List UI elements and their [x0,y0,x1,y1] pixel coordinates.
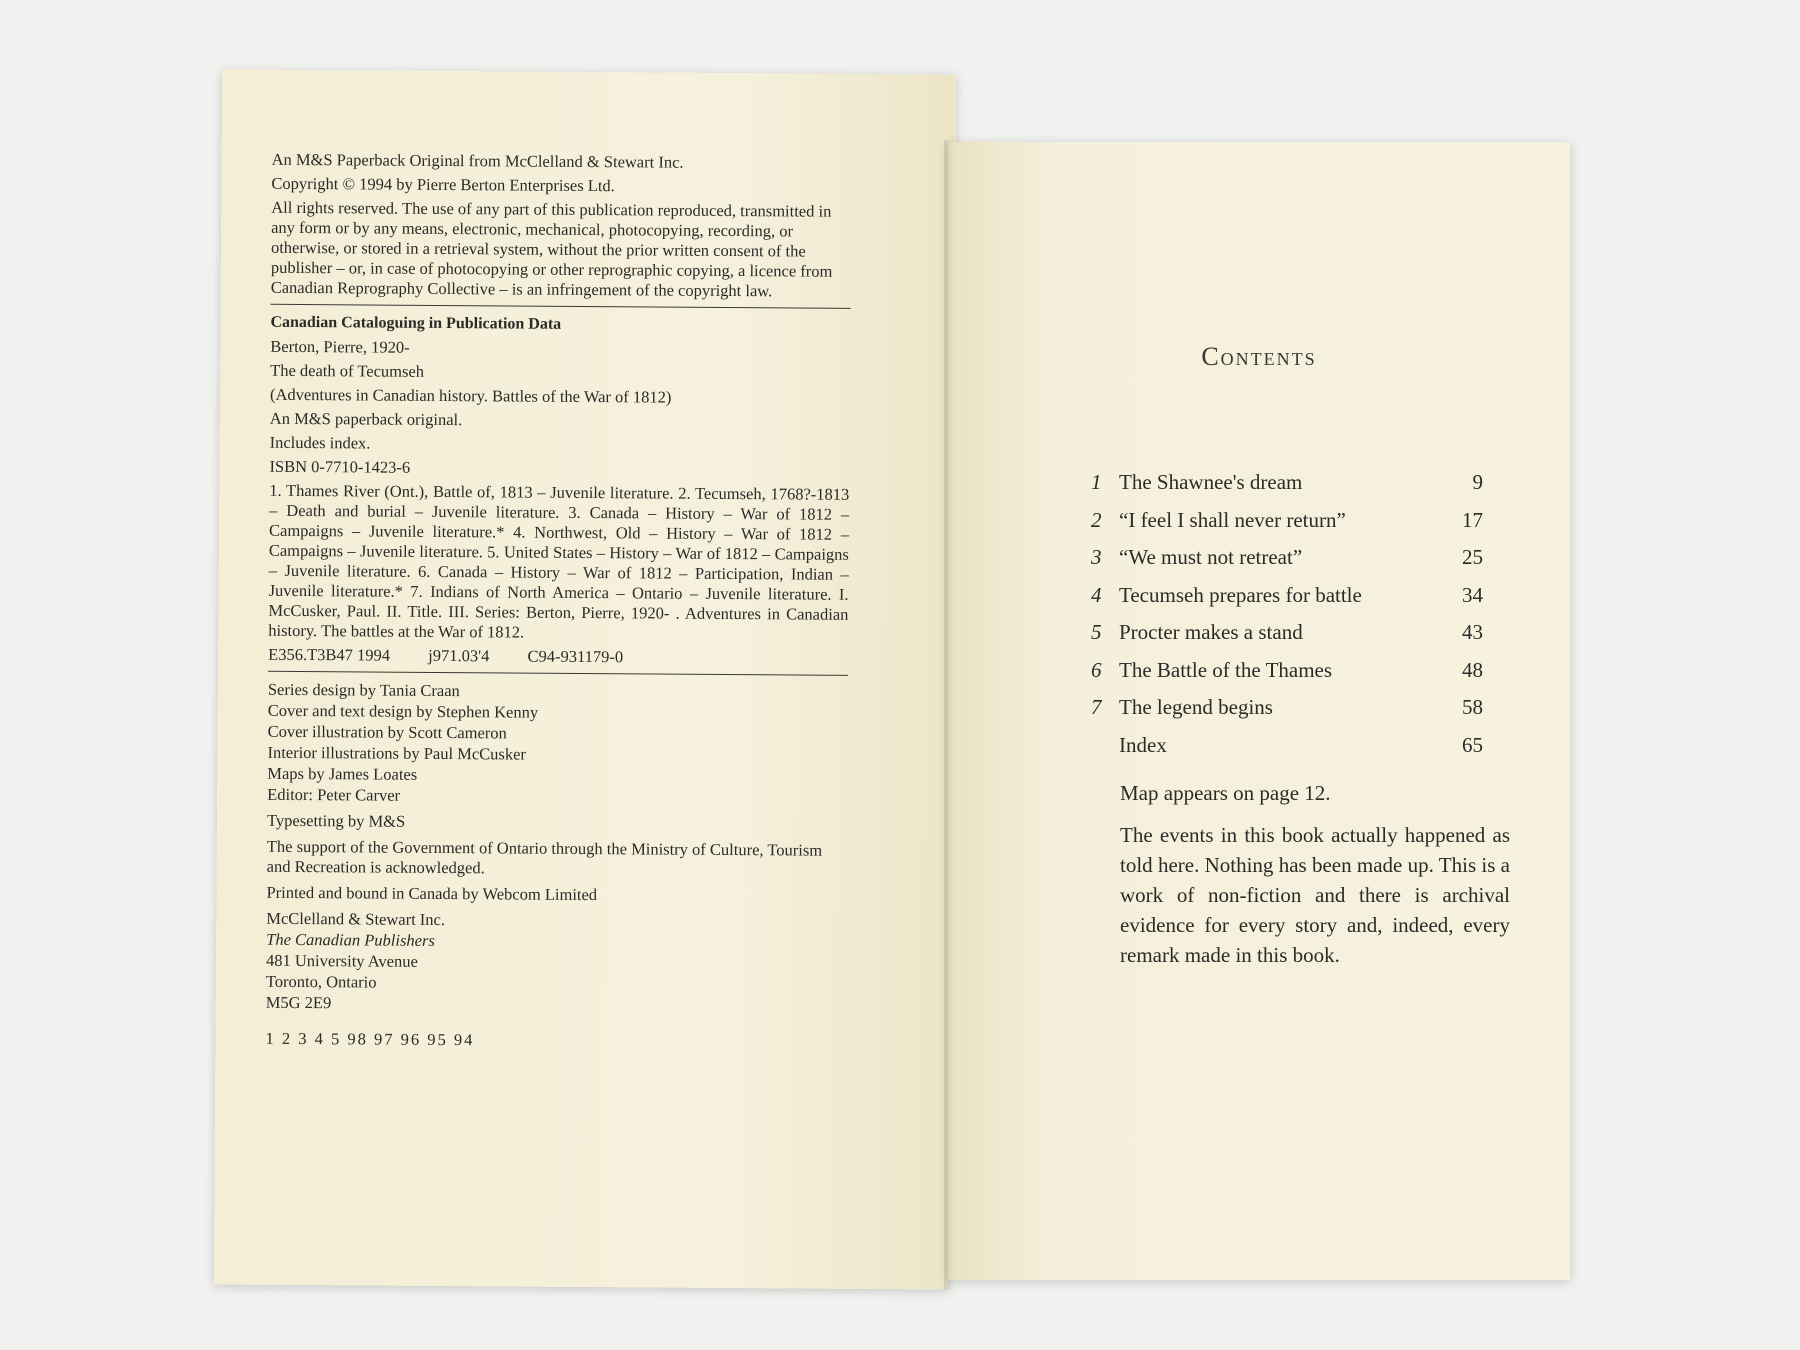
toc-chapter-title: The legend begins [1119,695,1273,719]
divider [268,671,848,676]
copyright-line: Copyright © 1994 by Pierre Berton Enterprises Ltd. [271,173,615,196]
credit-line: Editor: Peter Carver [267,784,401,805]
toc-page-number: 43 [1462,620,1483,644]
toc-row [1091,658,1511,696]
publisher-line: An M&S Paperback Original from McClelland & Stewart Inc. [271,149,684,172]
toc-chapter-title: “We must not retreat” [1119,545,1303,569]
toc-row [1091,620,1511,658]
contents-page [948,142,1570,1280]
toc-chapter-number: 7 [1091,695,1102,719]
contents-title: Contents [1201,342,1317,371]
cip-number: C94-931179-0 [527,646,624,667]
credit-line: Maps by James Loates [267,763,418,784]
publisher-postal: M5G 2E9 [265,992,332,1013]
toc-chapter-number: 6 [1091,657,1102,682]
toc-row [1091,733,1511,771]
toc-row [1091,545,1511,583]
toc-chapter-number: 5 [1091,620,1102,644]
toc-chapter-title: Index [1119,732,1167,757]
map-note: Map appears on page 12. [1120,781,1331,805]
isbn: ISBN 0-7710-1423-6 [269,456,411,477]
print-line: 1 2 3 4 5 98 97 96 95 94 [265,1028,475,1050]
rights-statement: All rights reserved. The use of any part of this publication reproduced, transmitted in any form or by any means, electronic, mechanical, photocopying, recording, or otherwise, or stored in a retrieval system, without the prior written consent of the publisher – or, in case of photocopying or other reprographic copying, a licence from Canadian Reprography Collective – is an infringement of the copyright law. [270,197,833,301]
cip-subjects: 1. Thames River (Ont.), Battle of, 1813 – Juvenile literature. 2. Tecumseh, 1768?-1813 – Death and burial – Juvenile literature. 3. Canada – History – War of 1812 – Campaigns – Juvenile literature.* 4. Northwest, Old – History – War of 1812 – Campaigns – Juvenile literature. 5. United States – History – War of 1812 – Campaigns – Juvenile literature. 6. Canada – History – War of 1812 – Participation, Indian – Juvenile literature.* 7. Indians of North America – Ontario – Juvenile literature. I. McCusker, Paul. II. Title. III. Series: Berton, Pierre, 1920- . Adventures in Canadian history. The battles at the War of 1812. [268,480,850,642]
typesetting-line: Typesetting by M&S [266,810,406,831]
copyright-page [214,69,956,1289]
toc-row [1091,695,1511,733]
credit-line: Cover illustration by Scott Cameron [267,721,507,743]
cip-heading: Canadian Cataloguing in Publication Data [270,313,562,333]
printed-line: Printed and bound in Canada by Webcom Limited [266,882,598,905]
toc-page-number: 58 [1462,695,1483,719]
credit-line: Series design by Tania Craan [267,679,460,701]
dewey-number: j971.03'4 [428,645,490,666]
publisher-street: 481 University Avenue [265,950,418,971]
toc-chapter-title: Procter makes a stand [1119,620,1303,644]
cip-index: Includes index. [269,432,371,453]
toc-page-number: 25 [1462,545,1483,569]
classification-line [268,645,848,669]
cip-series: (Adventures in Canadian history. Battles of the War of 1812) [269,384,672,407]
divider [271,304,851,309]
toc-page-number: 34 [1462,582,1483,607]
copyright-text [265,150,851,1057]
toc-row [1091,508,1511,546]
publisher-city: Toronto, Ontario [265,971,377,992]
lc-number: E356.T3B47 1994 [268,644,391,665]
toc-page-number: 65 [1462,732,1483,757]
toc-chapter-title: Tecumseh prepares for battle [1119,582,1362,607]
cip-original: An M&S paperback original. [269,408,463,430]
cip-book-title: The death of Tecumseh [270,360,425,381]
book-gutter [944,140,954,1290]
credit-line: Cover and text design by Stephen Kenny [267,700,539,722]
toc-page-number: 48 [1462,657,1483,682]
toc-page-number: 9 [1472,470,1483,494]
publisher-company: McClelland & Stewart Inc. [266,908,446,930]
credit-line: Interior illustrations by Paul McCusker [267,742,527,764]
toc-page-number: 17 [1462,507,1483,532]
cip-author: Berton, Pierre, 1920- [270,336,410,357]
toc-chapter-number: 4 [1091,582,1102,607]
credits [266,680,848,1017]
toc-chapter-number: 3 [1091,545,1102,569]
non-fiction-note: The events in this book actually happened as told here. Nothing has been made up. This is a work of non-fiction and there is archival evidence for every story and, indeed, every remark made in this book. [1120,823,1510,967]
support-line: The support of the Government of Ontario through the Ministry of Culture, Tourism and Recreation is acknowledged. [266,836,823,878]
toc-chapter-number: 1 [1091,470,1102,494]
toc-row [1091,470,1511,508]
toc-chapter-number: 2 [1091,507,1102,532]
toc-row [1091,583,1511,621]
publisher-tagline: The Canadian Publishers [266,929,435,950]
toc-chapter-title: The Battle of the Thames [1119,657,1333,682]
table-of-contents [1091,470,1511,770]
toc-chapter-title: “I feel I shall never return” [1119,507,1346,532]
toc-chapter-title: The Shawnee's dream [1119,470,1303,494]
